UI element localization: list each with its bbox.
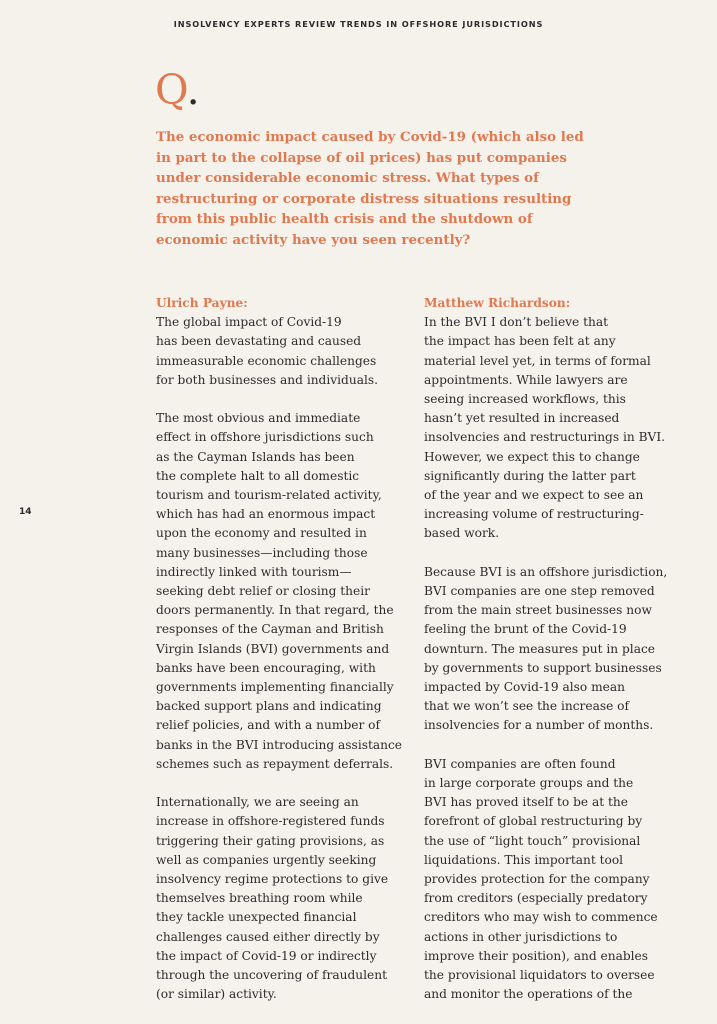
left-answer-column: [156, 294, 406, 1024]
paragraph-line: the provisional liquidators to oversee: [424, 968, 655, 983]
paragraph-line: that we won’t see the increase of: [424, 699, 630, 714]
paragraph-line: BVI companies are one step removed: [424, 584, 655, 599]
right-answer-column: [424, 294, 694, 1024]
paragraph-line: governments implementing financially: [156, 680, 394, 695]
paragraph-line: banks in the BVI introducing assistance: [156, 737, 403, 752]
paragraph-line: backed support plans and indicating: [156, 699, 382, 714]
paragraph-line: by governments to support businesses: [424, 660, 662, 675]
paragraph-line: (or similar) activity.: [156, 987, 277, 1002]
question-line: in part to the collapse of oil prices) has put companies: [156, 149, 567, 166]
paragraph-line: themselves breathing room while: [156, 891, 363, 906]
question-line: under considerable economic stress. What types of: [156, 170, 539, 187]
paragraph-line: insolvencies for a number of months.: [424, 718, 654, 733]
paragraph-line: However, we expect this to change: [424, 449, 640, 464]
paragraph-line: from the main street businesses now: [424, 603, 652, 618]
paragraph-line: increase in offshore-registered funds: [156, 814, 385, 829]
paragraph-line: downturn. The measures put in place: [424, 641, 656, 656]
paragraph-line: has been devastating and caused: [156, 334, 362, 349]
paragraph-line: effect in offshore jurisdictions such: [156, 430, 374, 445]
paragraph-line: the complete halt to all domestic: [156, 468, 360, 483]
paragraph-line: tourism and tourism-related activity,: [156, 488, 382, 503]
paragraph-line: schemes such as repayment deferrals.: [156, 756, 394, 771]
paragraph-line: increasing volume of restructuring-: [424, 507, 644, 522]
paragraph-line: based work.: [424, 526, 500, 541]
answer-paragraph: [424, 313, 694, 543]
paragraph-line: insolvency regime protections to give: [156, 872, 389, 887]
running-header: INSOLVENCY EXPERTS REVIEW TRENDS IN OFFSHORE JURISDICTIONS: [173, 19, 544, 29]
paragraph-line: significantly during the latter part: [424, 468, 636, 483]
question-dot: .: [186, 66, 200, 114]
answer-paragraph: [156, 409, 406, 774]
paragraph-line: creditors who may wish to commence: [424, 910, 658, 925]
paragraph-line: liquidations. This important tool: [424, 852, 624, 867]
paragraph-line: which has had an enormous impact: [156, 507, 376, 522]
paragraph-line: seeking debt relief or closing their: [156, 584, 370, 599]
answer-paragraph: [424, 755, 694, 1005]
paragraph-line: as the Cayman Islands has been: [156, 449, 355, 464]
paragraph-line: immeasurable economic challenges: [156, 353, 377, 368]
paragraph-line: Virgin Islands (BVI) governments and: [156, 641, 390, 656]
page-number: 14: [19, 507, 32, 517]
paragraph-line: well as companies urgently seeking: [156, 852, 377, 867]
paragraph-line: they tackle unexpected financial: [156, 910, 357, 925]
paragraph-line: indirectly linked with tourism—: [156, 564, 352, 579]
paragraph-line: provides protection for the company: [424, 872, 650, 887]
answer-paragraph: [156, 793, 406, 1004]
paragraph-line: challenges caused either directly by: [156, 929, 380, 944]
paragraph-line: appointments. While lawyers are: [424, 372, 628, 387]
question-line: restructuring or corporate distress situations resulting: [156, 190, 572, 207]
paragraph-line: from creditors (especially predatory: [424, 891, 648, 906]
paragraph-line: forefront of global restructuring by: [424, 814, 643, 829]
paragraph-line: through the uncovering of fraudulent: [156, 968, 388, 983]
paragraph-line: the use of “light touch” provisional: [424, 833, 641, 848]
question-line: The economic impact caused by Covid-19 (which also led: [156, 129, 584, 145]
answer-paragraph: [424, 563, 694, 736]
paragraph-line: hasn’t yet resulted in increased: [424, 411, 620, 426]
paragraph-line: doors permanently. In that regard, the: [156, 603, 394, 618]
paragraph-line: In the BVI I don’t believe that: [424, 315, 609, 330]
paragraph-line: The most obvious and immediate: [156, 411, 361, 426]
paragraph-line: for both businesses and individuals.: [156, 372, 378, 387]
question-letter: Q: [155, 66, 187, 114]
paragraph-line: relief policies, and with a number of: [156, 718, 381, 733]
paragraph-line: of the year and we expect to see an: [424, 488, 644, 503]
paragraph-line: The global impact of Covid-19: [156, 315, 342, 330]
paragraph-line: the impact has been felt at any: [424, 334, 616, 349]
paragraph-line: Because BVI is an offshore jurisdiction,: [424, 564, 668, 579]
paragraph-line: and monitor the operations of the: [424, 987, 633, 1002]
paragraph-line: the impact of Covid-19 or indirectly: [156, 948, 377, 963]
paragraph-line: responses of the Cayman and British: [156, 622, 384, 637]
paragraph-line: banks have been encouraging, with: [156, 660, 376, 675]
paragraph-line: actions in other jurisdictions to: [424, 929, 618, 944]
paragraph-line: seeing increased workflows, this: [424, 392, 626, 407]
paragraph-line: triggering their gating provisions, as: [156, 833, 385, 848]
paragraph-line: BVI has proved itself to be at the: [424, 795, 628, 810]
question-line: from this public health crisis and the shutdown of: [156, 211, 533, 228]
speaker-name: Matthew Richardson:: [424, 296, 571, 310]
answer-paragraph: [156, 313, 406, 390]
paragraph-line: Internationally, we are seeing an: [156, 795, 359, 810]
paragraph-line: many businesses—including those: [156, 545, 368, 560]
paragraph-line: upon the economy and resulted in: [156, 526, 367, 541]
paragraph-line: BVI companies are often found: [424, 756, 616, 771]
paragraph-line: in large corporate groups and the: [424, 776, 634, 791]
question-text: [156, 127, 584, 251]
paragraph-line: material level yet, in terms of formal: [424, 353, 651, 368]
paragraph-line: insolvencies and restructurings in BVI.: [424, 430, 666, 445]
paragraph-line: impacted by Covid-19 also mean: [424, 680, 625, 695]
paragraph-line: feeling the brunt of the Covid-19: [424, 622, 627, 637]
paragraph-line: improve their position), and enables: [424, 948, 649, 963]
speaker-name: Ulrich Payne:: [156, 296, 248, 310]
question-marker: [155, 66, 200, 114]
question-line: economic activity have you seen recently?: [156, 231, 471, 248]
